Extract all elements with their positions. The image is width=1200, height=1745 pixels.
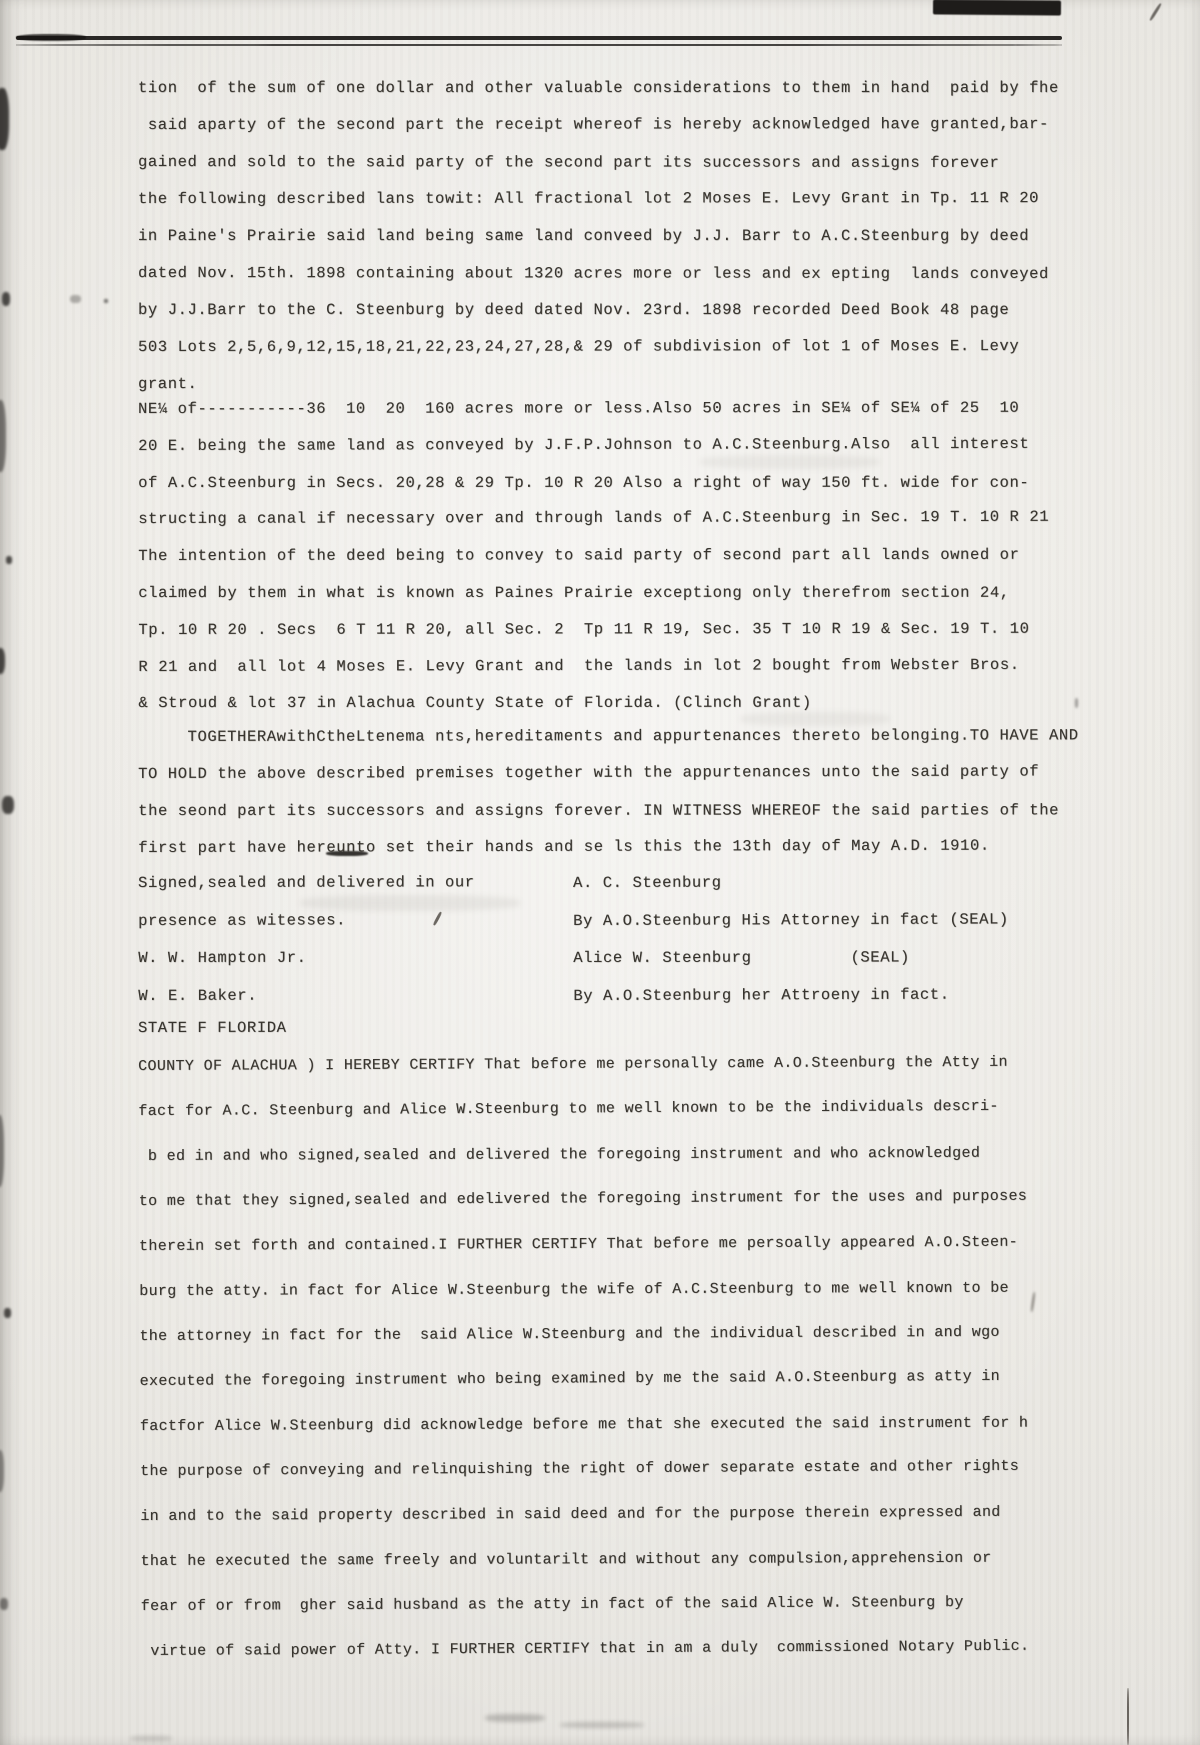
document-line: TOGETHERAwithCtheLtenema nts,hereditaments and appurtenances thereto belonging.TO HAVE AND	[138, 726, 1079, 746]
document-line: said aparty of the second part the receipt whereof is hereby acknowledged have granted,bar-	[137, 115, 1049, 134]
document-line: W. E. Baker.	[138, 986, 258, 1005]
document-line: executed the foregoing instrument who being examined by me the said A.O.Steenburg as atty in	[139, 1367, 1001, 1390]
document-line: Signed,sealed and delivered in our	[138, 873, 475, 892]
scan-artifact-bottom-line	[1127, 1688, 1129, 1745]
notary-acknowledgment-paragraph	[138, 1040, 1029, 1674]
land-description-paragraph	[138, 390, 1049, 722]
scan-artifact-left-edge	[0, 1115, 4, 1187]
habendum-paragraph	[138, 717, 1079, 867]
scan-artifact-left-edge	[0, 1450, 4, 1492]
witness-signature-column	[138, 864, 475, 1015]
state-of-florida-line: STATE F FLORIDA	[137, 1018, 287, 1037]
document-line: 503 Lots 2,5,6,9,12,15,18,21,22,23,24,27,28,& 29 of subdivision of lot 1 of Moses E. Levy	[137, 337, 1020, 356]
document-line: TO HOLD the above described premises together with the appurtenances unto the said party of	[138, 762, 1040, 783]
document-line: the attorney in fact for the said Alice W.Steenburg and the individual described in and wgo	[139, 1323, 1000, 1345]
document-line: first part have hereunto set their hands and se ls this the 13th day of May A.D. 1910.	[138, 836, 990, 857]
scan-artifact-left-edge	[2, 292, 10, 306]
document-line: presence as witesses.	[138, 910, 347, 930]
scan-artifact-margin-mark	[70, 295, 81, 303]
document-line: NE¼ of-----------36 10 20 160 acres more or less.Also 50 acres in SE¼ of SE¼ of 25 10	[138, 398, 1020, 418]
scan-artifact-top-rule-1	[16, 36, 1062, 40]
document-line: R 21 and all lot 4 Moses E. Levy Grant and the lands in lot 2 bought from Webster Bros.	[138, 655, 1020, 676]
document-line: tion of the sum of one dollar and other valuable considerations to them in hand paid by fhe	[138, 79, 1059, 97]
document-line: 20 E. being the same land as conveyed by J.F.P.Johnson to A.C.Steenburg.Also all interest	[138, 434, 1030, 455]
document-line: by J.J.Barr to the C. Steenburg by deed dated Nov. 23rd. 1898 recorded Deed Book 48 page	[138, 301, 1010, 319]
document-line: fact for A.C. Steenburg and Alice W.Steenburg to me well known to be the individuals descri-	[138, 1097, 999, 1120]
document-line: A. C. Steenburg	[573, 873, 722, 892]
document-line: The intention of the deed being to convey to said party of second part all lands owned or	[138, 545, 1020, 566]
document-line: of A.C.Steenburg in Secs. 20,28 & 29 Tp. 10 R 20 Also a right of way 150 ft. wide for con-	[138, 473, 1030, 492]
document-line: burg the atty. in fact for Alice W.Steenburg the wife of A.C.Steenburg to me well known to be	[139, 1279, 1009, 1300]
document-line: claimed by them in what is known as Paines Prairie exceptiong only therefrom section 24,	[138, 583, 1010, 602]
scan-artifact-left-edge	[6, 556, 12, 564]
document-line: grant.	[137, 375, 198, 394]
scan-artifact-bottom-smudge	[130, 1736, 172, 1741]
document-line: & Stroud & lot 37 in Alachua County State of Florida. (Clinch Grant)	[138, 694, 812, 713]
document-line: W. W. Hampton Jr.	[138, 948, 307, 967]
scan-artifact-left-edge	[2, 796, 14, 814]
document-line: fear of or from gher said husband as the atty in fact of the said Alice W. Steenburg by	[140, 1593, 964, 1615]
document-line: Tp. 10 R 20 . Secs 6 T 11 R 20, all Sec. 2 Tp 11 R 19, Sec. 35 T 10 R 19 & Sec. 19 T. 10	[138, 619, 1030, 639]
document-line: the purpose of conveying and relinquishing the right of dower separate estate and other rights	[140, 1457, 1020, 1480]
scan-artifact-right-mark	[1031, 1292, 1036, 1312]
document-line: therein set forth and contained.I FURTHER CERTIFY That before me persoally appeared A.O.Steen-	[138, 1233, 1019, 1255]
document-line: By A.O.Steenburg His Attorney in fact (SEAL)	[573, 909, 1009, 930]
document-line: Alice W. Steenburg (SEAL)	[573, 948, 910, 967]
document-line: gained and sold to the said party of the second part its successors and assigns forever	[137, 153, 1000, 172]
scan-artifact-top-rule-2	[16, 44, 1062, 46]
document-line: in Paine's Prairie said land being same land conveed by J.J. Barr to A.C.Steenburg by deed	[138, 227, 1030, 245]
document-line: COUNTY OF ALACHUA ) I HEREBY CERTIFY That before me personally came A.O.Steenburg the Atty in	[138, 1053, 1008, 1075]
scan-artifact-bottom-smudge	[560, 1722, 644, 1728]
document-line: b ed in and who signed,sealed and delivered the foregoing instrument and who acknowledged	[138, 1144, 981, 1165]
document-line: that he executed the same freely and voluntarilt and without any compulsion,apprehension or	[140, 1549, 992, 1570]
document-line: virtue of said power of Atty. I FURTHER CERTIFY that in am a duly commissioned Notary Public.	[140, 1637, 1030, 1660]
scan-artifact-left-edge	[0, 1598, 8, 1610]
document-line: factfor Alice W.Steenburg did acknowledge before me that she executed the said instrument for h	[139, 1414, 1029, 1435]
document-line: structing a canal if necessary over and through lands of A.C.Steenburg in Sec. 19 T. 10 R 21	[138, 508, 1050, 529]
scan-artifact-right-mark	[1075, 698, 1078, 708]
deed-body-paragraph	[138, 70, 1059, 403]
scan-artifact-margin-dot	[104, 299, 108, 303]
document-line: to me that they signed,sealed and edelivered the foregoing instrument for the uses and purposes	[138, 1187, 1028, 1210]
document-line: in and to the said property described in said deed and for the purpose therein expressed and	[140, 1503, 1001, 1525]
scan-artifact-top-blob	[933, 0, 1061, 16]
scan-artifact-top-slash	[1149, 3, 1162, 22]
scan-artifact-left-edge	[0, 648, 5, 674]
scan-artifact-bottom-smudge	[485, 1714, 545, 1722]
party-signature-column	[573, 864, 1009, 1015]
document-line: the following described lans towit: All fractional lot 2 Moses E. Levy Grant in Tp. 11 R 20	[137, 189, 1040, 208]
document-line: By A.O.Steenburg her Attroeny in fact.	[573, 985, 950, 1005]
document-line: dated Nov. 15th. 1898 containing about 1320 acres more or less and ex epting lands conveyed	[137, 264, 1049, 283]
document-line: the seond part its successors and assigns forever. IN WITNESS WHEREOF the said parties of the	[138, 801, 1060, 820]
scan-artifact-left-edge	[0, 400, 6, 472]
scan-artifact-left-edge	[0, 88, 9, 150]
scan-artifact-left-edge	[4, 1308, 11, 1318]
